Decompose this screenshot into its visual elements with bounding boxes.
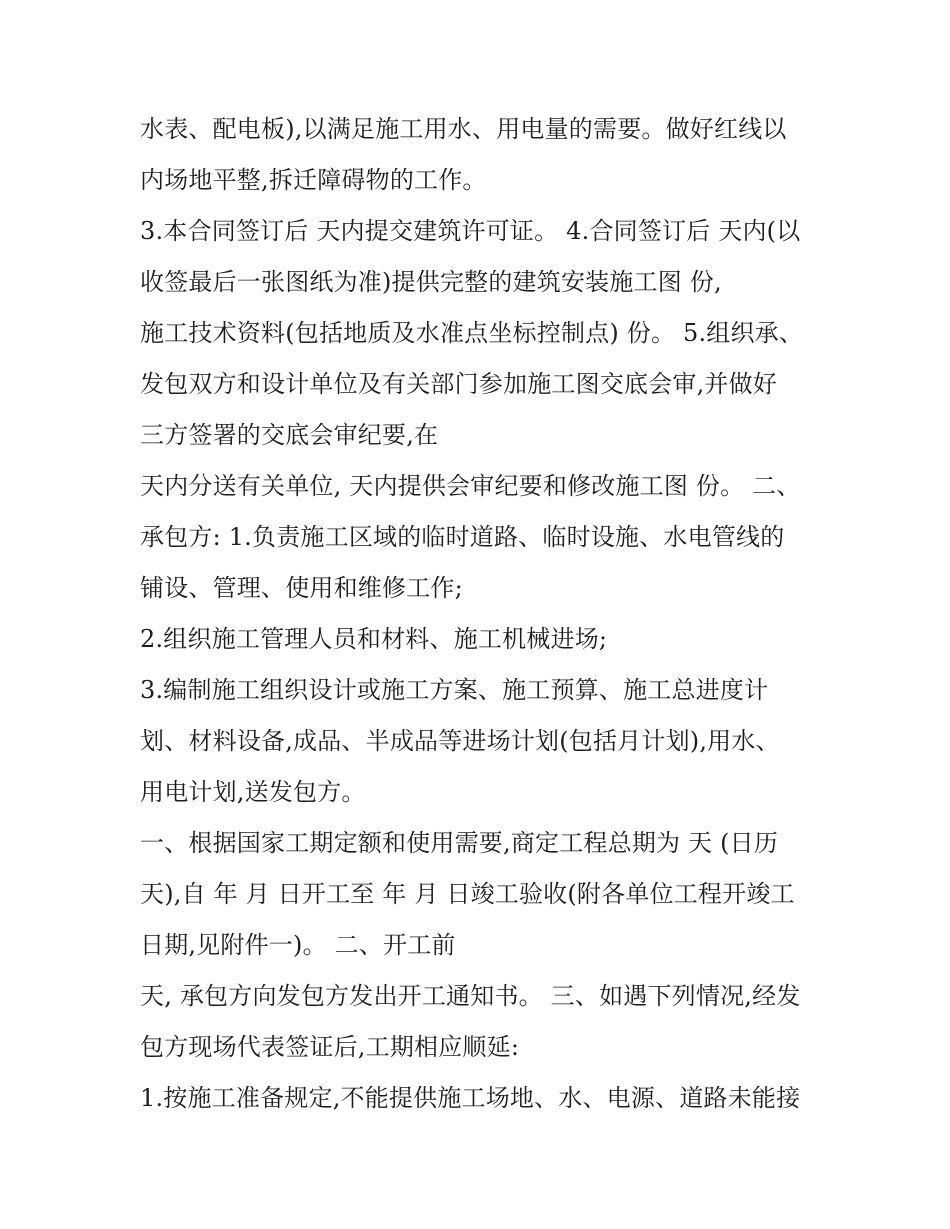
text-line: 天内分送有关单位, 天内提供会审纪要和修改施工图 份。 二、 [140, 472, 801, 500]
text-line: 施工技术资料(包括地质及水准点坐标控制点) 份。 5.组织承、 [140, 319, 804, 347]
text-line: 3.编制施工组织设计或施工方案、施工预算、施工总进度计 [140, 676, 769, 704]
text-line: 收签最后一张图纸为准)提供完整的建筑安装施工图 份, [140, 268, 722, 296]
text-line: 内场地平整,拆迁障碍物的工作。 [140, 166, 487, 194]
text-line: 日期,见附件一)。 二、开工前 [140, 931, 456, 959]
text-line: 1.按施工准备规定,不能提供施工场地、水、电源、道路未能接 [140, 1084, 801, 1112]
text-line: 用电计划,送发包方。 [140, 778, 366, 806]
document-body [140, 104, 830, 1124]
text-line: 水表、配电板),以满足施工用水、用电量的需要。做好红线以 [140, 115, 787, 143]
text-line: 一、根据国家工期定额和使用需要,商定工程总期为 天 (日历 [140, 829, 779, 857]
text-line: 三方签署的交底会审纪要,在 [140, 421, 439, 449]
text-line: 发包双方和设计单位及有关部门参加施工图交底会审,并做好 [140, 370, 778, 398]
text-line: 天, 承包方向发包方发出开工通知书。 三、如遇下列情况,经发 [140, 982, 801, 1010]
text-line: 天),自 年 月 日开工至 年 月 日竣工验收(附各单位工程开竣工 [140, 880, 795, 908]
text-line: 2.组织施工管理人员和材料、施工机械进场; [140, 625, 608, 653]
text-line: 3.本合同签订后 天内提交建筑许可证。 4.合同签订后 天内(以 [140, 217, 801, 245]
text-line: 铺设、管理、使用和维修工作; [140, 574, 463, 602]
text-line: 划、材料设备,成品、半成品等进场计划(包括月计划),用水、 [140, 727, 780, 755]
text-line: 承包方: 1.负责施工区域的临时道路、临时设施、水电管线的 [140, 523, 785, 551]
text-line: 包方现场代表签证后,工期相应顺延: [140, 1033, 520, 1061]
